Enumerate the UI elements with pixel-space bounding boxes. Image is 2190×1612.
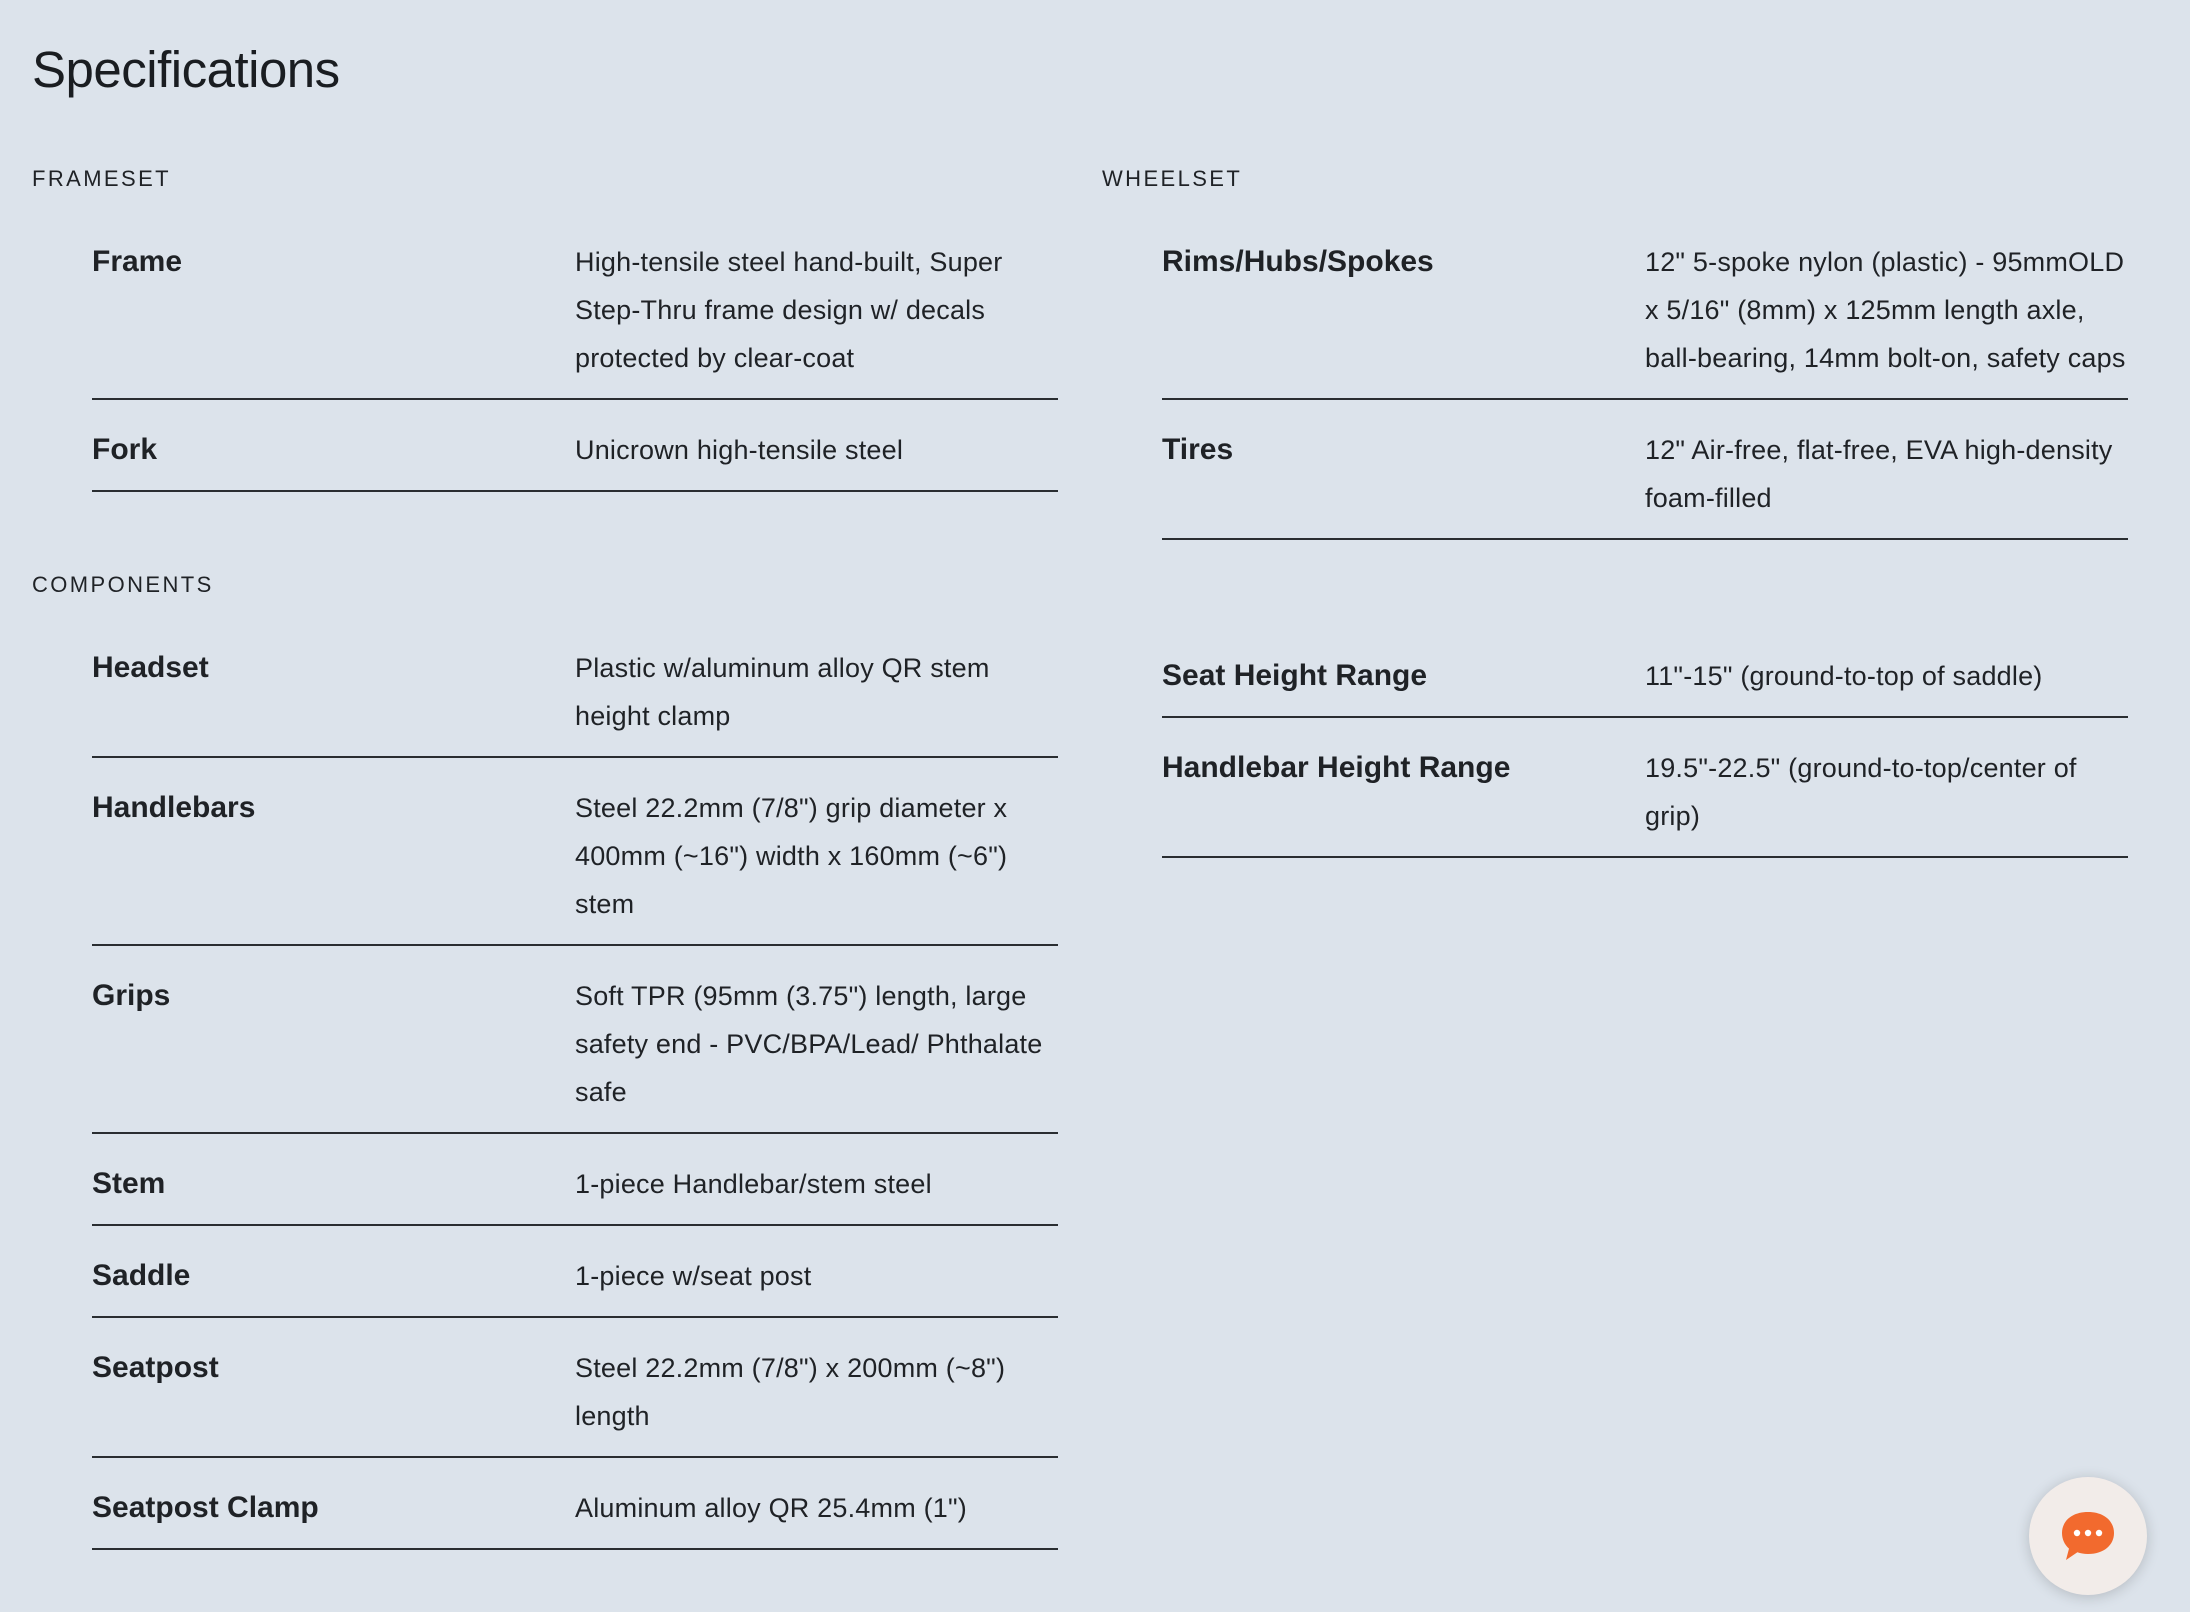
spec-label: Seatpost Clamp bbox=[92, 1491, 319, 1524]
spec-value: Soft TPR (95mm (3.75") length, large safety end - PVC/BPA/Lead/ Phthalate safe bbox=[575, 981, 1043, 1107]
spec-label: Headset bbox=[92, 651, 209, 684]
spec-label: Tires bbox=[1162, 433, 1234, 466]
spec-value: Plastic w/aluminum alloy QR stem height clamp bbox=[575, 653, 990, 731]
spec-row-headset bbox=[92, 632, 1058, 758]
spec-value: 19.5"-22.5" (ground-to-top/center of grip) bbox=[1645, 753, 2077, 831]
frameset-spec-list bbox=[92, 196, 1058, 492]
spec-value: 11"-15" (ground-to-top of saddle) bbox=[1645, 661, 2043, 691]
spec-label: Grips bbox=[92, 979, 171, 1012]
right-column bbox=[1102, 162, 2128, 858]
spec-label: Saddle bbox=[92, 1259, 191, 1292]
spec-value: Aluminum alloy QR 25.4mm (1") bbox=[575, 1493, 967, 1523]
spec-label: Seat Height Range bbox=[1162, 659, 1428, 692]
spec-label: Seatpost bbox=[92, 1351, 219, 1384]
section-spacer bbox=[1102, 540, 2128, 640]
components-spec-list bbox=[92, 602, 1058, 1550]
wheelset-spec-list bbox=[1162, 196, 2128, 540]
spec-row-stem bbox=[92, 1134, 1058, 1226]
spec-row-seat-height-range bbox=[1162, 640, 2128, 718]
spec-row-handlebar-height-range bbox=[1162, 718, 2128, 858]
spec-label: Handlebar Height Range bbox=[1162, 751, 1511, 784]
section-heading-components: COMPONENTS bbox=[32, 572, 214, 597]
spec-value: Steel 22.2mm (7/8") x 200mm (~8") length bbox=[575, 1353, 1006, 1431]
sizing-spec-list bbox=[1162, 640, 2128, 858]
spec-value: High-tensile steel hand-built, Super Step-Thru frame design w/ decals protected by clear-coat bbox=[575, 247, 1003, 373]
spec-row-tires bbox=[1162, 400, 2128, 540]
spec-value: Unicrown high-tensile steel bbox=[575, 435, 904, 465]
spec-label: Fork bbox=[92, 433, 158, 466]
spec-value: 12" 5-spoke nylon (plastic) - 95mmOLD x 5/16" (8mm) x 125mm length axle, ball-bearing, 14mm bolt-on, safety caps bbox=[1645, 247, 2126, 373]
spec-row-handlebars bbox=[92, 758, 1058, 946]
spec-row-fork bbox=[92, 400, 1058, 492]
spec-label: Rims/Hubs/Spokes bbox=[1162, 245, 1434, 278]
spec-row-grips bbox=[92, 946, 1058, 1134]
spec-label: Handlebars bbox=[92, 791, 256, 824]
spec-row-rims-hubs-spokes bbox=[1162, 226, 2128, 400]
spec-row-saddle bbox=[92, 1226, 1058, 1318]
section-spacer bbox=[32, 492, 1058, 568]
spec-label: Stem bbox=[92, 1167, 166, 1200]
spec-label: Frame bbox=[92, 245, 183, 278]
spec-row-seatpost-clamp bbox=[92, 1458, 1058, 1550]
page-title: Specifications bbox=[32, 41, 340, 98]
chat-bubble-icon bbox=[2058, 1508, 2118, 1564]
chat-button[interactable] bbox=[2029, 1477, 2147, 1595]
spec-value: 1-piece w/seat post bbox=[575, 1261, 812, 1291]
left-column bbox=[32, 162, 1058, 1550]
spec-row-seatpost bbox=[92, 1318, 1058, 1458]
spec-value: 1-piece Handlebar/stem steel bbox=[575, 1169, 932, 1199]
section-heading-wheelset: WHEELSET bbox=[1102, 166, 1243, 191]
section-heading-frameset: FRAMESET bbox=[32, 166, 171, 191]
spec-row-frame bbox=[92, 226, 1058, 400]
spec-value: 12" Air-free, flat-free, EVA high-density foam-filled bbox=[1645, 435, 2113, 513]
spec-value: Steel 22.2mm (7/8") grip diameter x 400mm (~16") width x 160mm (~6") stem bbox=[575, 793, 1008, 919]
